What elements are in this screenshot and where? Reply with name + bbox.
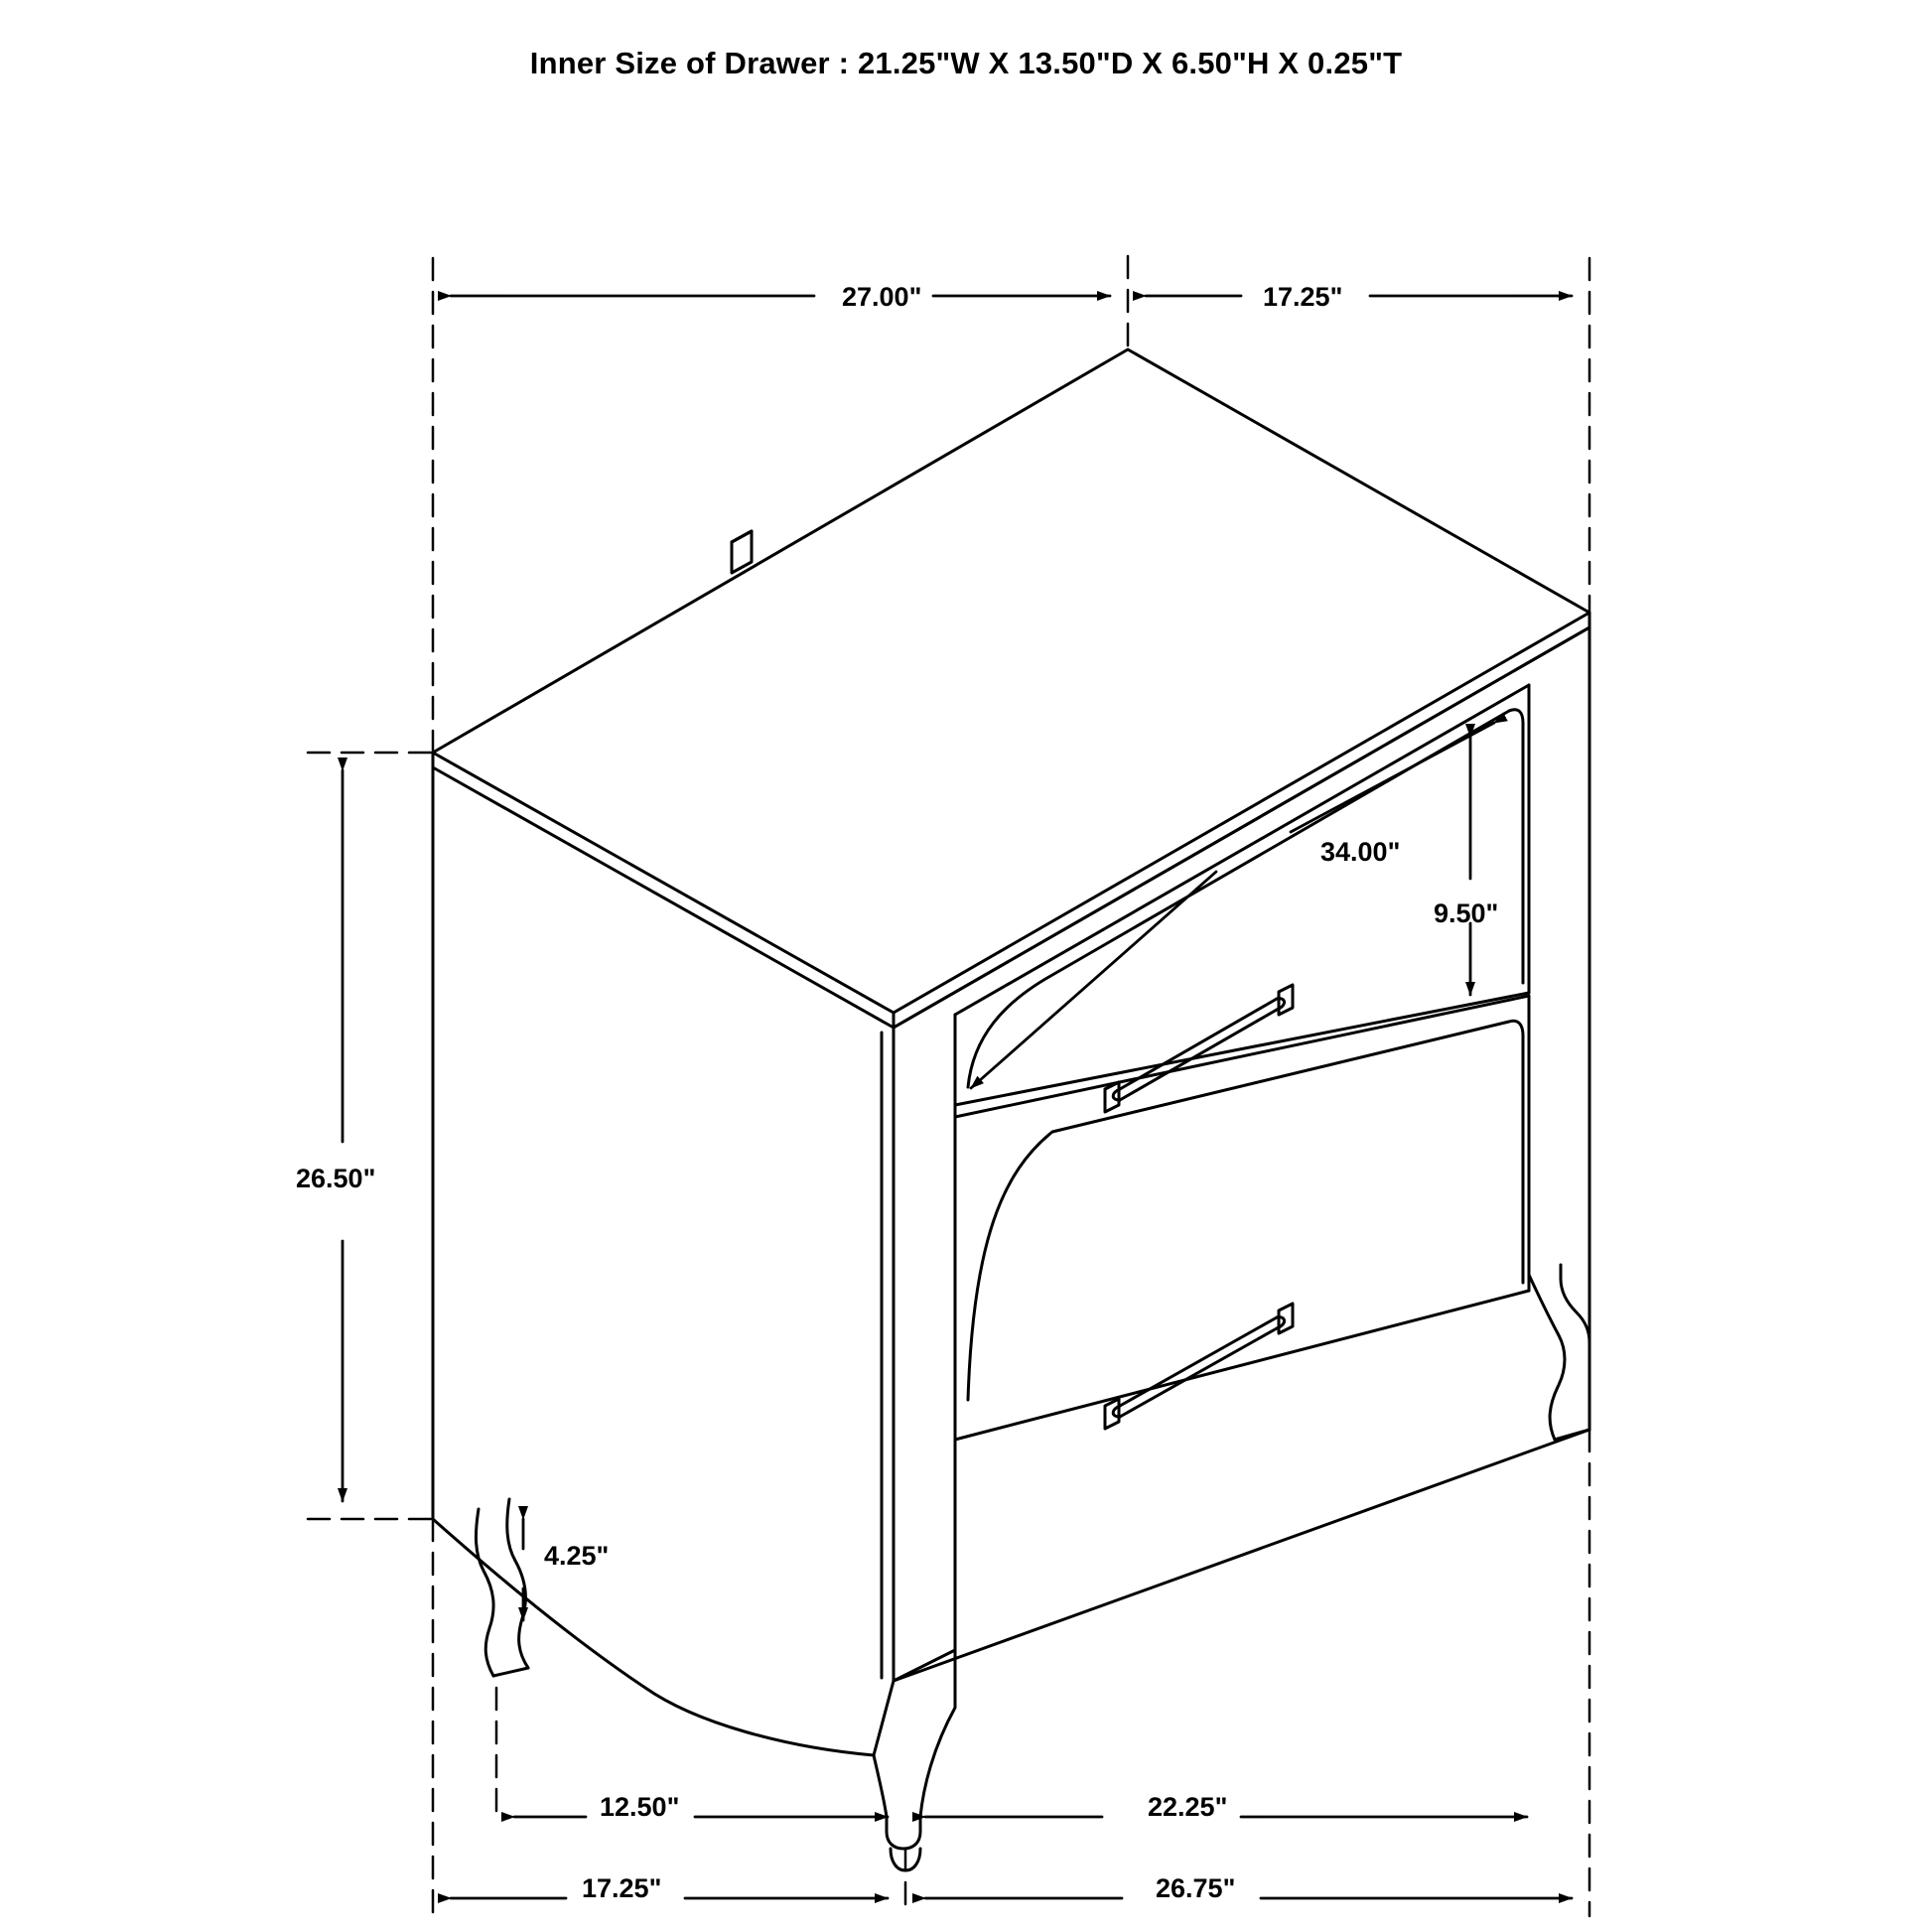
dim-front-foot-span: 22.25" — [1148, 1792, 1228, 1822]
dim-drawer-opening-height: 9.50" — [1434, 898, 1499, 928]
dim-side-foot-span: 12.50" — [600, 1792, 680, 1822]
handle-lower — [1105, 1304, 1293, 1429]
page-title: Inner Size of Drawer : 21.25"W X 13.50"D X 6.50"H X 0.25"T — [529, 46, 1403, 80]
leg-right — [1529, 1265, 1589, 1440]
dim-overall-height: 26.50" — [296, 1164, 376, 1193]
dim-top-width: 27.00" — [842, 282, 922, 312]
dim-base-depth: 17.25" — [582, 1873, 662, 1903]
extension-lines — [308, 256, 1589, 1916]
dim-diagonal: 34.00" — [1320, 837, 1401, 867]
front-face — [894, 627, 1589, 1681]
dim-base-width: 26.75" — [1156, 1873, 1236, 1903]
drawer-lower — [955, 996, 1529, 1440]
leg-back-left — [476, 1499, 528, 1676]
top-edge-detail — [732, 531, 752, 573]
dim-top-depth: 17.25" — [1263, 282, 1343, 312]
dim-leg-clearance: 4.25" — [544, 1541, 610, 1571]
left-side-panel — [433, 767, 894, 1755]
leg-front-left — [874, 1650, 955, 1870]
handle-upper — [1105, 985, 1293, 1112]
cabinet-top — [433, 349, 1589, 1028]
front-apron — [894, 1275, 1529, 1681]
